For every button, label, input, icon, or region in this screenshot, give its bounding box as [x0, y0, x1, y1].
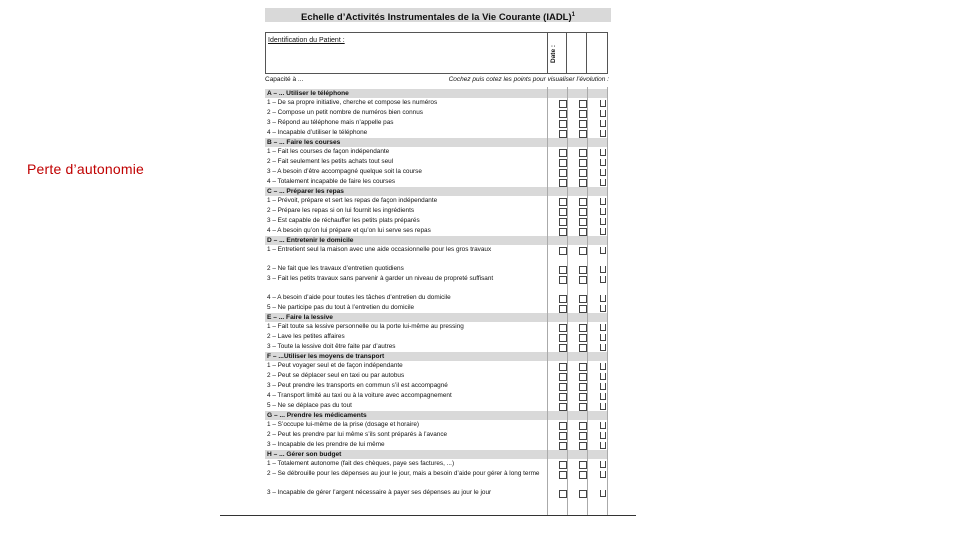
page-bottom-rule — [220, 515, 636, 516]
checkbox[interactable] — [579, 432, 587, 440]
option-text: 2 – Compose un petit nombre de numéros bien connus — [267, 109, 423, 116]
option-row — [265, 98, 607, 108]
option-text: 1 – Totalement autonome (fait des chèques, paye ses factures, ...) — [267, 460, 455, 467]
option-text: 2 – Peut se déplacer seul en taxi ou par autobus — [267, 372, 405, 379]
checkbox[interactable] — [579, 179, 587, 187]
option-row — [265, 264, 607, 274]
checkbox[interactable] — [559, 383, 567, 391]
checkbox[interactable] — [579, 169, 587, 177]
checkbox[interactable] — [600, 383, 606, 390]
checkbox[interactable] — [559, 471, 567, 479]
checkbox[interactable] — [600, 324, 606, 331]
option-text: 2 – Se débrouille pour les dépenses au jour le jour, mais a besoin d’aide pour gérer à long terme — [267, 470, 540, 477]
checkbox[interactable] — [559, 305, 567, 313]
option-checkboxes — [547, 226, 607, 236]
checkbox[interactable] — [579, 393, 587, 401]
section-header: H – ... Gérer son budget — [265, 450, 607, 459]
option-checkboxes — [547, 469, 607, 488]
date-cell — [547, 32, 567, 74]
option-row — [265, 322, 607, 332]
checkbox[interactable] — [579, 471, 587, 479]
instruction-text: Cochez puis cotez les points pour visualiser l’évolution : — [448, 76, 609, 83]
checkbox[interactable] — [600, 208, 606, 215]
option-checkboxes — [547, 98, 607, 108]
checkbox[interactable] — [559, 432, 567, 440]
checkbox[interactable] — [600, 490, 606, 497]
option-checkboxes — [547, 361, 607, 371]
option-row — [265, 167, 607, 177]
checkbox[interactable] — [579, 383, 587, 391]
checkbox[interactable] — [559, 208, 567, 216]
section-header: F – ...Utiliser les moyens de transport — [265, 352, 607, 361]
option-checkboxes — [547, 274, 607, 293]
checkbox[interactable] — [559, 100, 567, 108]
checkbox[interactable] — [579, 334, 587, 342]
checkbox[interactable] — [559, 461, 567, 469]
checkbox[interactable] — [579, 295, 587, 303]
option-row — [265, 488, 607, 507]
checkbox[interactable] — [579, 130, 587, 138]
checkbox[interactable] — [579, 159, 587, 167]
section-header: D – ... Entretenir le domicile — [265, 236, 607, 245]
option-text: 1 – Entretient seul la maison avec une aide occasionnelle pour les gros travaux — [267, 246, 492, 253]
date-label: Date : — [550, 44, 557, 63]
option-text: 5 – Ne participe pas du tout à l’entretien du domicile — [267, 304, 415, 311]
option-checkboxes — [547, 303, 607, 313]
option-checkboxes — [547, 216, 607, 226]
checkbox[interactable] — [579, 461, 587, 469]
option-checkboxes — [547, 371, 607, 381]
option-text: 2 – Peut les prendre par lui même s’ils sont préparés à l’avance — [267, 431, 448, 438]
checkbox[interactable] — [559, 442, 567, 450]
checkbox[interactable] — [559, 393, 567, 401]
patient-id-box[interactable] — [265, 32, 548, 74]
option-row — [265, 216, 607, 226]
option-text: 3 – Fait les petits travaux sans parvenir à garder un niveau de propreté suffisant — [267, 275, 494, 282]
checkbox[interactable] — [579, 218, 587, 226]
capacity-row — [265, 76, 611, 86]
checkbox[interactable] — [600, 295, 606, 302]
option-text: 2 – Lave les petites affaires — [267, 333, 345, 340]
checkbox[interactable] — [579, 266, 587, 274]
checkbox[interactable] — [600, 432, 606, 439]
option-text: 2 – Ne fait que les travaux d’entretien quotidiens — [267, 265, 404, 272]
title-footnote: 1 — [571, 12, 575, 18]
option-text: 2 – Fait seulement les petits achats tout seul — [267, 158, 394, 165]
checkbox[interactable] — [559, 198, 567, 206]
checkbox[interactable] — [579, 110, 587, 118]
option-row — [265, 420, 607, 430]
checkbox[interactable] — [579, 373, 587, 381]
checkbox[interactable] — [600, 179, 606, 186]
checkbox[interactable] — [600, 276, 606, 283]
checkbox[interactable] — [600, 149, 606, 156]
option-checkboxes — [547, 206, 607, 216]
option-checkboxes — [547, 118, 607, 128]
checkbox[interactable] — [600, 334, 606, 341]
form-title-text: Echelle d’Activités Instrumentales de la Vie Courante (IADL) — [301, 12, 572, 24]
checkbox[interactable] — [600, 305, 606, 312]
checkbox[interactable] — [600, 159, 606, 166]
option-row — [265, 430, 607, 440]
checkbox[interactable] — [579, 363, 587, 371]
checkbox[interactable] — [600, 442, 606, 449]
option-row — [265, 401, 607, 411]
checkbox[interactable] — [579, 247, 587, 255]
option-checkboxes — [547, 488, 607, 507]
option-row — [265, 118, 607, 128]
patient-id-label: Identification du Patient : — [268, 37, 345, 44]
option-text: 3 – Incapable de les prendre de lui même — [267, 441, 385, 448]
checkbox[interactable] — [600, 247, 606, 254]
option-text: 1 – Prévoit, prépare et sert les repas de façon indépendante — [267, 197, 438, 204]
form-title — [265, 8, 611, 22]
checkbox[interactable] — [579, 422, 587, 430]
iadl-form — [262, 8, 612, 518]
option-checkboxes — [547, 167, 607, 177]
option-text: 2 – Prépare les repas si on lui fournit les ingrédients — [267, 207, 415, 214]
checkbox[interactable] — [559, 149, 567, 157]
section-header: E – ... Faire la lessive — [265, 313, 607, 322]
option-row — [265, 245, 607, 264]
option-text: 4 – A besoin qu’on lui prépare et qu’on lui serve ses repas — [267, 227, 431, 234]
option-text: 1 – Peut voyager seul et de façon indépendante — [267, 362, 403, 369]
option-text: 1 – Fait les courses de façon indépendante — [267, 148, 390, 155]
option-checkboxes — [547, 440, 607, 450]
checkbox[interactable] — [559, 324, 567, 332]
option-checkboxes — [547, 147, 607, 157]
checkbox[interactable] — [579, 324, 587, 332]
option-row — [265, 293, 607, 303]
checkbox[interactable] — [559, 247, 567, 255]
checkbox[interactable] — [559, 266, 567, 274]
option-checkboxes — [547, 245, 607, 264]
option-text: 3 – Peut prendre les transports en commun s’il est accompagné — [267, 382, 448, 389]
checkbox[interactable] — [559, 218, 567, 226]
option-checkboxes — [547, 459, 607, 469]
slide-label: Perte d’autonomie — [27, 161, 145, 177]
option-checkboxes — [547, 420, 607, 430]
checkbox[interactable] — [600, 393, 606, 400]
checkbox[interactable] — [559, 363, 567, 371]
checkbox[interactable] — [579, 442, 587, 450]
checkbox[interactable] — [600, 169, 606, 176]
checkbox[interactable] — [600, 130, 606, 137]
option-text: 3 – Répond au téléphone mais n’appelle pas — [267, 119, 394, 126]
checkbox[interactable] — [600, 471, 606, 478]
checkbox[interactable] — [600, 363, 606, 370]
option-row — [265, 371, 607, 381]
option-checkboxes — [547, 196, 607, 206]
checkbox[interactable] — [559, 110, 567, 118]
checkbox[interactable] — [579, 208, 587, 216]
checkbox[interactable] — [559, 179, 567, 187]
checkbox[interactable] — [600, 228, 606, 235]
checkbox[interactable] — [600, 373, 606, 380]
checkbox[interactable] — [600, 344, 606, 351]
checkbox[interactable] — [559, 130, 567, 138]
section-header: C – ... Préparer les repas — [265, 187, 607, 196]
option-row — [265, 157, 607, 167]
checkbox[interactable] — [579, 198, 587, 206]
checkbox[interactable] — [600, 100, 606, 107]
checkbox[interactable] — [579, 276, 587, 284]
option-text: 5 – Ne se déplace pas du tout — [267, 402, 352, 409]
checkbox[interactable] — [600, 461, 606, 468]
checkbox[interactable] — [579, 120, 587, 128]
checkbox[interactable] — [600, 422, 606, 429]
option-row — [265, 128, 607, 138]
option-checkboxes — [547, 332, 607, 342]
checkbox[interactable] — [559, 334, 567, 342]
option-checkboxes — [547, 177, 607, 187]
option-row — [265, 391, 607, 401]
checkbox[interactable] — [579, 490, 587, 498]
checkbox[interactable] — [559, 490, 567, 498]
checkbox[interactable] — [600, 403, 606, 410]
option-row — [265, 332, 607, 342]
checkbox[interactable] — [600, 266, 606, 273]
option-row — [265, 381, 607, 391]
checkbox[interactable] — [559, 344, 567, 352]
option-text: 3 – Toute la lessive doit être faite par d’autres — [267, 343, 396, 350]
option-checkboxes — [547, 342, 607, 352]
checkbox[interactable] — [559, 422, 567, 430]
option-row — [265, 274, 607, 293]
date-column-1[interactable] — [566, 32, 587, 74]
option-checkboxes — [547, 391, 607, 401]
option-checkboxes — [547, 293, 607, 303]
checkbox[interactable] — [559, 403, 567, 411]
checkbox[interactable] — [559, 295, 567, 303]
checkbox[interactable] — [559, 169, 567, 177]
checkbox[interactable] — [579, 403, 587, 411]
option-row — [265, 440, 607, 450]
checkbox[interactable] — [579, 149, 587, 157]
option-text: 1 – De sa propre initiative, cherche et compose les numéros — [267, 99, 438, 106]
option-text: 4 – Transport limité au taxi ou à la voiture avec accompagnement — [267, 392, 452, 399]
option-row — [265, 108, 607, 118]
option-checkboxes — [547, 128, 607, 138]
section-header: G – ... Prendre les médicaments — [265, 411, 607, 420]
option-text: 1 – Fait toute sa lessive personnelle ou la porte lui-même au pressing — [267, 323, 464, 330]
option-row — [265, 459, 607, 469]
option-checkboxes — [547, 401, 607, 411]
option-text: 4 – Incapable d’utiliser le téléphone — [267, 129, 368, 136]
option-row — [265, 177, 607, 187]
option-row — [265, 342, 607, 352]
option-row — [265, 361, 607, 371]
checkbox[interactable] — [600, 198, 606, 205]
checkbox[interactable] — [600, 110, 606, 117]
option-checkboxes — [547, 322, 607, 332]
checkbox[interactable] — [579, 100, 587, 108]
checkbox[interactable] — [559, 276, 567, 284]
checkbox[interactable] — [600, 120, 606, 127]
checkbox[interactable] — [579, 344, 587, 352]
option-row — [265, 303, 607, 313]
checkbox[interactable] — [600, 218, 606, 225]
option-text: 3 – A besoin d’être accompagné quelque soit la course — [267, 168, 422, 175]
section-header: A – ... Utiliser le téléphone — [265, 89, 607, 98]
option-text: 1 – S’occupe lui-même de la prise (dosage et horaire) — [267, 421, 420, 428]
checkbox[interactable] — [579, 228, 587, 236]
option-checkboxes — [547, 157, 607, 167]
capacity-label: Capacité à ... — [265, 76, 304, 83]
option-text: 3 – Est capable de réchauffer les petits plats préparés — [267, 217, 420, 224]
option-checkboxes — [547, 430, 607, 440]
checkbox[interactable] — [559, 228, 567, 236]
option-text: 3 – Incapable de gérer l’argent nécessaire à payer ses dépenses au jour le jour — [267, 489, 492, 496]
option-checkboxes — [547, 381, 607, 391]
option-checkboxes — [547, 108, 607, 118]
checkbox[interactable] — [559, 159, 567, 167]
section-header: B – ... Faire les courses — [265, 138, 607, 147]
option-row — [265, 147, 607, 157]
checkbox[interactable] — [579, 305, 587, 313]
option-row — [265, 469, 607, 488]
option-row — [265, 226, 607, 236]
option-row — [265, 196, 607, 206]
option-row — [265, 206, 607, 216]
date-column-2[interactable] — [587, 32, 608, 74]
option-text: 4 – Totalement incapable de faire les courses — [267, 178, 396, 185]
option-text: 4 – A besoin d’aide pour toutes les tâches d’entretien du domicile — [267, 294, 451, 301]
option-checkboxes — [547, 264, 607, 274]
checkbox[interactable] — [559, 120, 567, 128]
checkbox[interactable] — [559, 373, 567, 381]
sections-list — [265, 89, 607, 507]
